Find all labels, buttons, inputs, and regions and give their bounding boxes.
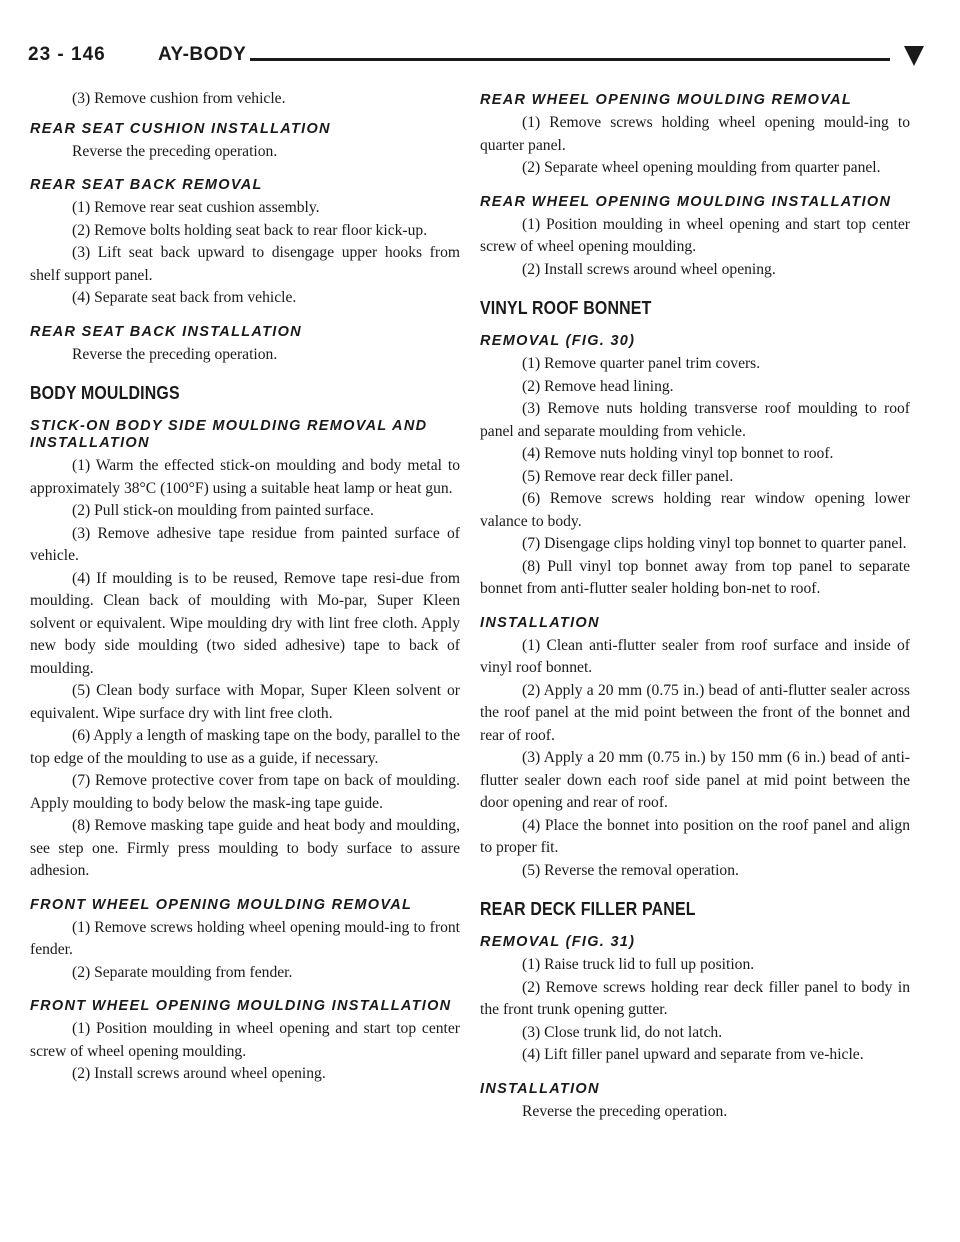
step: (2) Remove head lining. [522, 377, 674, 395]
step: (3) Remove nuts holding transverse roof moulding to roof panel and separate moulding from vehicle. [480, 400, 910, 440]
subheading: REMOVAL (FIG. 31) [480, 934, 636, 950]
step: (1) Remove quarter panel trim covers. [522, 355, 761, 372]
step: (8) Pull vinyl top bonnet away from top panel to separate bonnet from anti-flutter sealer holding bon-net to roof. [480, 557, 910, 597]
subheading: REAR SEAT BACK INSTALLATION [30, 323, 302, 340]
step: (4) Lift filler panel upward and separate from ve-hicle. [522, 1046, 864, 1063]
step: (7) Disengage clips holding vinyl top bonnet to quarter panel. [522, 535, 907, 552]
step: (1) Warm the effected stick-on moulding and body metal to approximately 38°C (100°F) using a suitable heat lamp or heat gun. [30, 457, 460, 497]
page-header [28, 44, 932, 74]
subheading: REMOVAL (FIG. 30) [480, 333, 636, 349]
step: (2) Apply a 20 mm (0.75 in.) bead of anti-flutter sealer across the roof panel at the mid point between the front of the bonnet and rear of roof. [480, 681, 910, 744]
step: (2) Separate moulding from fender. [72, 963, 293, 981]
step: (8) Remove masking tape guide and heat body and moulding, see step one. Firmly press moulding to body surface to assure adhesion. [30, 817, 460, 879]
section-heading: BODY MOULDINGS [30, 382, 180, 403]
step: (3) Remove cushion from vehicle. [72, 90, 286, 107]
step: (2) Install screws around wheel opening. [72, 1065, 326, 1082]
step: (2) Remove bolts holding seat back to rear floor kick-up. [72, 221, 428, 239]
left-column [30, 88, 460, 1086]
step: (6) Apply a length of masking tape on the body, parallel to the top edge of the moulding to use as a guide, if necessary. [30, 727, 460, 767]
subheading: REAR SEAT BACK REMOVAL [30, 177, 263, 193]
step: (3) Remove adhesive tape residue from painted surface of vehicle. [30, 524, 460, 564]
step: (5) Clean body surface with Mopar, Super Kleen solvent or equivalent. Wipe surface dry with lint free cloth. [30, 682, 460, 722]
step: (4) Remove nuts holding vinyl top bonnet to roof. [522, 445, 834, 462]
step: (1) Raise truck lid to full up position. [522, 956, 755, 973]
triangle-marker-icon [904, 46, 924, 66]
step: (2) Pull stick-on moulding from painted surface. [72, 502, 374, 519]
step: (3) Close trunk lid, do not latch. [522, 1023, 723, 1041]
step: (4) If moulding is to be reused, Remove tape resi-due from moulding. Clean back of moulding with Mo-par, Super Kleen solvent or equivalent. Wipe moulding dry with lint free cloth. Apply new body side moulding (two sided adhesive) tape to back of moulding. [30, 569, 460, 677]
subheading: INSTALLATION [480, 1080, 600, 1097]
subheading: FRONT WHEEL OPENING MOULDING INSTALLATION [30, 998, 452, 1014]
subheading: REAR WHEEL OPENING MOULDING REMOVAL [480, 92, 853, 108]
step: (6) Remove screws holding rear window opening lower valance to body. [480, 490, 910, 530]
step: (1) Remove rear seat cushion assembly. [72, 199, 320, 216]
step: (5) Reverse the removal operation. [522, 861, 739, 879]
subheading: INSTALLATION [480, 614, 600, 631]
step: (1) Position moulding in wheel opening and start top center screw of wheel opening moulding. [30, 1020, 460, 1060]
step: (3) Apply a 20 mm (0.75 in.) by 150 mm (6 in.) bead of anti-flutter sealer down each roof side panel at mid point between the door opening and rear of roof. [480, 749, 910, 811]
step: (2) Separate wheel opening moulding from quarter panel. [522, 159, 881, 176]
step: (4) Place the bonnet into position on the roof panel and align to proper fit. [480, 816, 910, 856]
section-heading: VINYL ROOF BONNET [480, 297, 652, 318]
subheading: REAR SEAT CUSHION INSTALLATION [30, 120, 331, 137]
step: (2) Install screws around wheel opening. [522, 260, 776, 278]
step: (1) Remove screws holding wheel opening mould-ing to front fender. [30, 918, 460, 958]
paragraph: Reverse the preceding operation. [522, 1102, 728, 1120]
subheading: FRONT WHEEL OPENING MOULDING REMOVAL [30, 896, 413, 913]
subheading: REAR WHEEL OPENING MOULDING INSTALLATION [480, 193, 892, 210]
paragraph: Reverse the preceding operation. [72, 142, 278, 160]
step: (1) Position moulding in wheel opening and start top center screw of wheel opening moulding. [480, 215, 910, 255]
step: (1) Clean anti-flutter sealer from roof surface and inside of vinyl roof bonnet. [480, 636, 910, 676]
header-rule [250, 58, 890, 61]
step: (3) Lift seat back upward to disengage upper hooks from shelf support panel. [30, 244, 460, 284]
step: (2) Remove screws holding rear deck filler panel to body in the front trunk opening gutter. [480, 978, 910, 1018]
section-title: AY-BODY [158, 44, 247, 65]
paragraph: Reverse the preceding operation. [72, 345, 278, 363]
step: (4) Separate seat back from vehicle. [72, 289, 297, 306]
subheading: STICK-ON BODY SIDE MOULDING REMOVAL AND INSTALLATION [30, 418, 428, 451]
page-number: 23 - 146 [28, 44, 106, 65]
step: (1) Remove screws holding wheel opening mould-ing to quarter panel. [480, 114, 910, 154]
section-heading: REAR DECK FILLER PANEL [480, 898, 696, 919]
step: (5) Remove rear deck filler panel. [522, 467, 734, 485]
right-column [480, 88, 910, 1123]
step: (7) Remove protective cover from tape on back of moulding. Apply moulding to body below the mask-ing tape guide. [30, 772, 460, 812]
